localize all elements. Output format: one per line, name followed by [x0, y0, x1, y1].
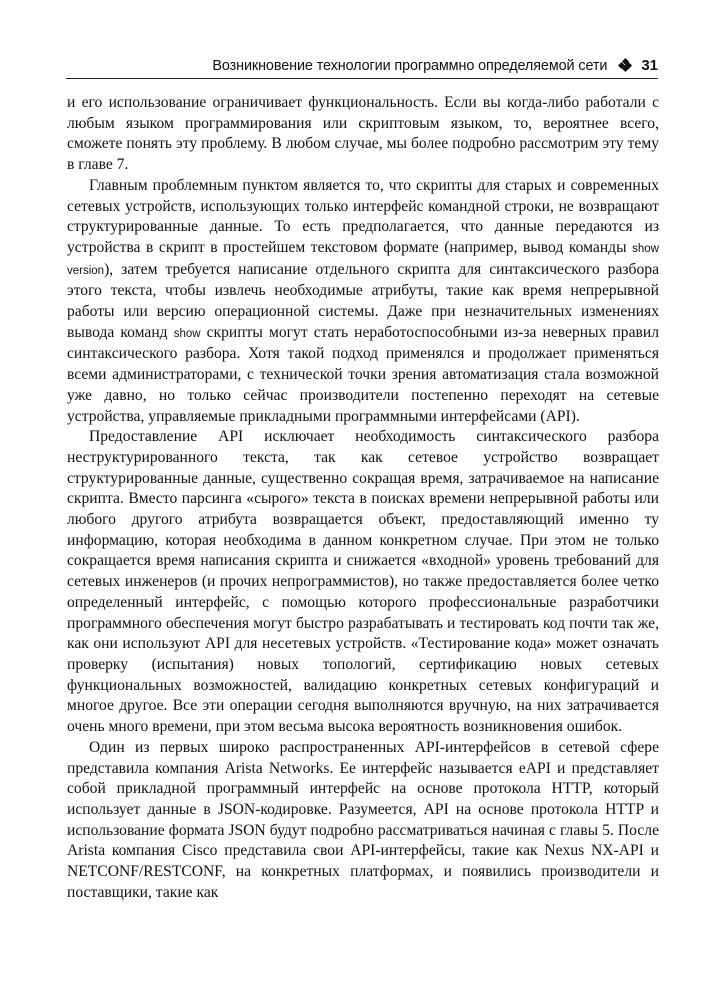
paragraph-text: ), затем требуется написание отдельного скрипта для синтаксического разбора этого текста, чтобы извлечь необходимые атрибуты, такие как время непрерывной работы или версию операционной системы. Даже при незначительных изменениях вывода команд — [67, 260, 659, 341]
paragraph-text: скрипты могут стать неработоспособными из-за неверных правил синтаксического разбора. Хотя такой подход применялся и продолжает применяться всеми администраторами, с технической точки зрения автоматизация стала возможной уже давно, но только сейчас производители постепенно переходят на сетевые устройства, управляемые прикладными программными интерфейсами (API). — [67, 323, 659, 425]
paragraph-continuation: и его использование ограничивает функциональность. Если вы когда-либо работали с любым языком программирования или скриптовым языком, то, вероятнее всего, сможете понять эту проблему. В любом случае, мы более подробно рассмотрим эту тему в главе 7. — [67, 94, 659, 174]
paragraph-api-benefits: Предоставление API исключает необходимость синтаксического разбора неструктурированного текста, так как сетевое устройство возвращает структурированные данные, существенно сокращая время, затрачиваемое на написание скрипта. Вместо парсинга «сырого» текста в поисках времени непрерывной работы или любого другого атрибута возвращается объект, предоставляющий именно ту информацию, которая необходима в данном конкретном случае. При этом не только сокращается время написания скрипта и снижается «входной» уровень требований для сетевых инженеров (и прочих непрограммистов), но также предоставляется более четко определенный интерфейс, с помощью которого профессиональные разработчики программного обеспечения могут быстро разрабатывать и тестировать код почти так же, как они используют API для несетевых устройств. «Тестирование кода» может означать проверку (испытания) новых топологий, сертификацию новых сетевых функциональных возможностей, валидацию конкретных сетевых конфигураций и многое другое. Все эти операции сегодня выполняются вручную, на них затрачивается очень много времени, при этом весьма высока вероятность возникновения ошибок. — [67, 428, 659, 736]
page-header — [66, 52, 658, 79]
running-title: Возникновение технологии программно определяемой сети — [212, 58, 608, 74]
ornament-icon — [619, 59, 631, 71]
inline-code-show-version: show version — [67, 242, 659, 277]
page-body — [67, 93, 659, 903]
inline-code-show: show — [173, 327, 201, 340]
paragraph-cli-scripts — [67, 176, 659, 427]
paragraph-arista-eapi: Один из первых широко распространенных API-интерфейсов в сетевой сфере представила компания Arista Networks. Ее интерфейс называется eAPI и представляет собой прикладной программный интерфейс на основе протокола HTTP, который использует данные в JSON-кодировке. Разумеется, API на основе протокола HTTP и использование формата JSON будут подробно рассматриваться начиная с главы 5. После Arista компания Cisco представила свои API-интерфейсы, такие как Nexus NX-API и NETCONF/RESTCONF, на конкретных платформах, и появились производители и поставщики, такие как — [67, 738, 659, 901]
page-number: 31 — [641, 57, 658, 74]
paragraph-text: Главным проблемным пунктом является то, что скрипты для старых и современных сетевых устройств, использующих только интерфейс командной строки, не возвращают структурированные данные. То есть предполагается, что данные передаются из устройства в скрипт в простейшем текстовом формате (например, вывод команды — [67, 176, 659, 256]
